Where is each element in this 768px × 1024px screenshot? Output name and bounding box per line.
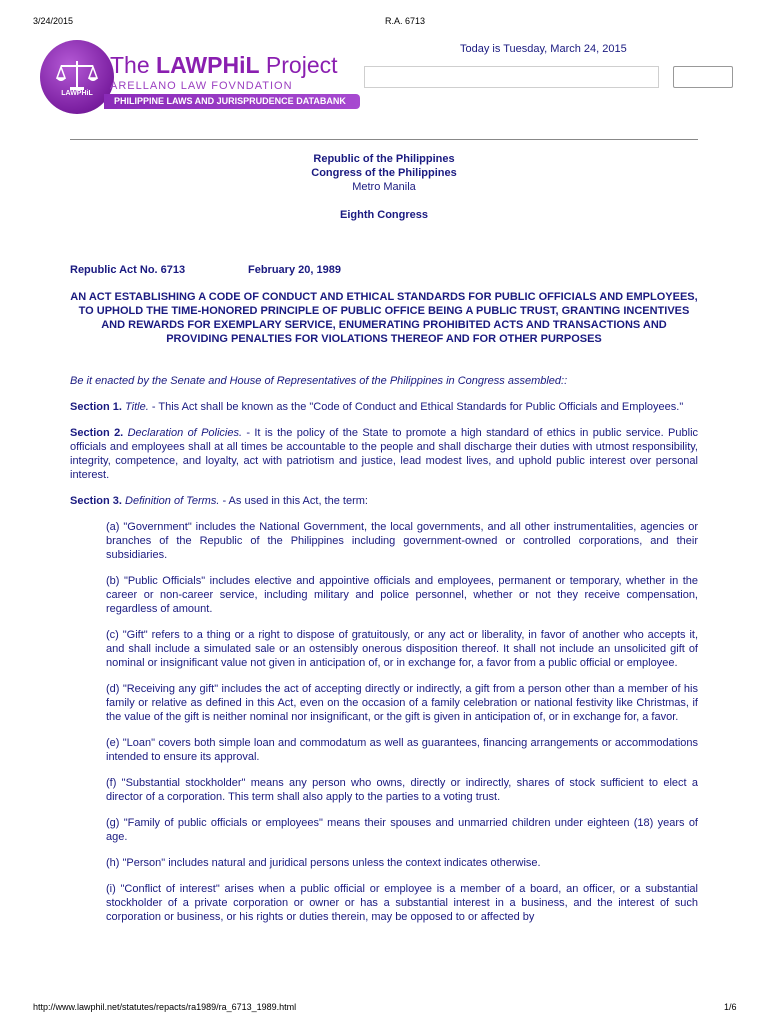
act-number: Republic Act No. 6713 <box>70 264 186 276</box>
search-button[interactable] <box>673 66 733 88</box>
print-date: 3/24/2015 <box>33 16 74 26</box>
definition-item: (c) "Gift" refers to a thing or a right to dispose of gratuitously, or any act or liberality, in favor of another who accepts it, and shall include a simulated sale or an ostensibly onerous disposition thereof. It shall not include an unsolicited gift of nominal or insignificant value not given in anticipation of, or in exchange for, a favor from a public official or employee. <box>106 629 698 669</box>
city-heading: Metro Manila <box>352 181 416 193</box>
logo-title: The LAWPHiL Project <box>110 52 338 78</box>
enacting-clause: Be it enacted by the Senate and House of Representatives of the Philippines in Congress assembled:: <box>70 375 568 387</box>
print-title: R.A. 6713 <box>385 16 426 26</box>
republic-heading: Republic of the Philippines <box>313 153 455 165</box>
congress-heading: Congress of the Philippines <box>311 167 457 179</box>
header-divider <box>70 139 698 140</box>
section-2: Section 2. Declaration of Policies. - It is the policy of the State to promote a high standard of ethics in public service. Public officials and employees shall at all times be accountable to the people and shall discharge their duties with utmost responsibility, integrity, competence, and loyalty, act with patriotism and justice, lead modest lives, and uphold public interest over personal interest. <box>70 427 699 481</box>
definition-item: (a) "Government" includes the National Government, the local governments, and all other instrumentalities, agencies or branches of the Republic of the Philippines including government-owned or controlled corporations, and their subsidiaries. <box>106 521 698 561</box>
act-date: February 20, 1989 <box>248 264 341 276</box>
section-1: Section 1. Title. - This Act shall be known as the "Code of Conduct and Ethical Standards for Public Officials and Employees." <box>70 401 684 413</box>
page-url: http://www.lawphil.net/statutes/repacts/ra1989/ra_6713_1989.html <box>33 1002 297 1012</box>
search-input[interactable] <box>364 66 659 88</box>
logo-subtitle: ARELLANO LAW FOVNDATION <box>110 80 293 92</box>
site-logo[interactable] <box>40 40 360 120</box>
definition-item: (f) "Substantial stockholder" means any person who owns, directly or indirectly, shares of stock sufficient to elect a director of a corporation. This term shall also apply to the parties to a voting trust. <box>106 777 698 803</box>
logo-band: PHILIPPINE LAWS AND JURISPRUDENCE DATABANK <box>104 94 360 109</box>
definition-item: (d) "Receiving any gift" includes the act of accepting directly or indirectly, a gift from a person other than a member of his family or relative as defined in this Act, even on the occasion of a family celebration or national festivity like Christmas, if the value of the gift is neither nominal nor insignificant, or the gift is given in anticipation of, or in exchange for, a favor. <box>106 683 698 723</box>
today-date: Today is Tuesday, March 24, 2015 <box>460 43 627 55</box>
act-title: AN ACT ESTABLISHING A CODE OF CONDUCT AND ETHICAL STANDARDS FOR PUBLIC OFFICIALS AND EMPLOYEES, TO UPHOLD THE TIME-HONORED PRINCIPLE OF PUBLIC OFFICE BEING A PUBLIC TRUST, GRANTING INCENTIVES AND REWARDS FOR EXEMPLARY SERVICE, ENUMERATING PROHIBITED ACTS AND TRANSACTIONS AND PROVIDING PENALTIES FOR VIOLATIONS THEREOF AND FOR OTHER PURPOSES <box>70 291 698 345</box>
definition-item: (b) "Public Officials" includes elective and appointive officials and employees, permanent or temporary, whether in the career or non-career service, including military and police personnel, whether or not they receive compensation, regardless of amount. <box>106 575 698 615</box>
act-body <box>70 374 698 936</box>
scales-of-justice-icon <box>40 40 114 114</box>
definition-item: (g) "Family of public officials or employees" means their spouses and unmarried children under eighteen (18) years of age. <box>106 817 698 843</box>
session-heading: Eighth Congress <box>339 209 428 221</box>
page-count: 1/6 <box>724 1002 737 1012</box>
definition-item: (i) "Conflict of interest" arises when a public official or employee is a member of a board, an officer, or a substantial stockholder of a private corporation or owner or has a substantial interest in a business, and the interest of such corporation or business, or his rights or duties therein, may be opposed to or affected by <box>106 883 698 923</box>
logo-seal-text: LAWPHiL <box>61 89 93 97</box>
definition-item: (e) "Loan" covers both simple loan and commodatum as well as guarantees, financing arrangements or accommodations intended to ensure its approval. <box>106 737 698 763</box>
section-3: Section 3. Definition of Terms. - As used in this Act, the term: <box>70 495 368 507</box>
definition-item: (h) "Person" includes natural and juridical persons unless the context indicates otherwise. <box>106 857 541 869</box>
act-number-line <box>70 264 341 276</box>
